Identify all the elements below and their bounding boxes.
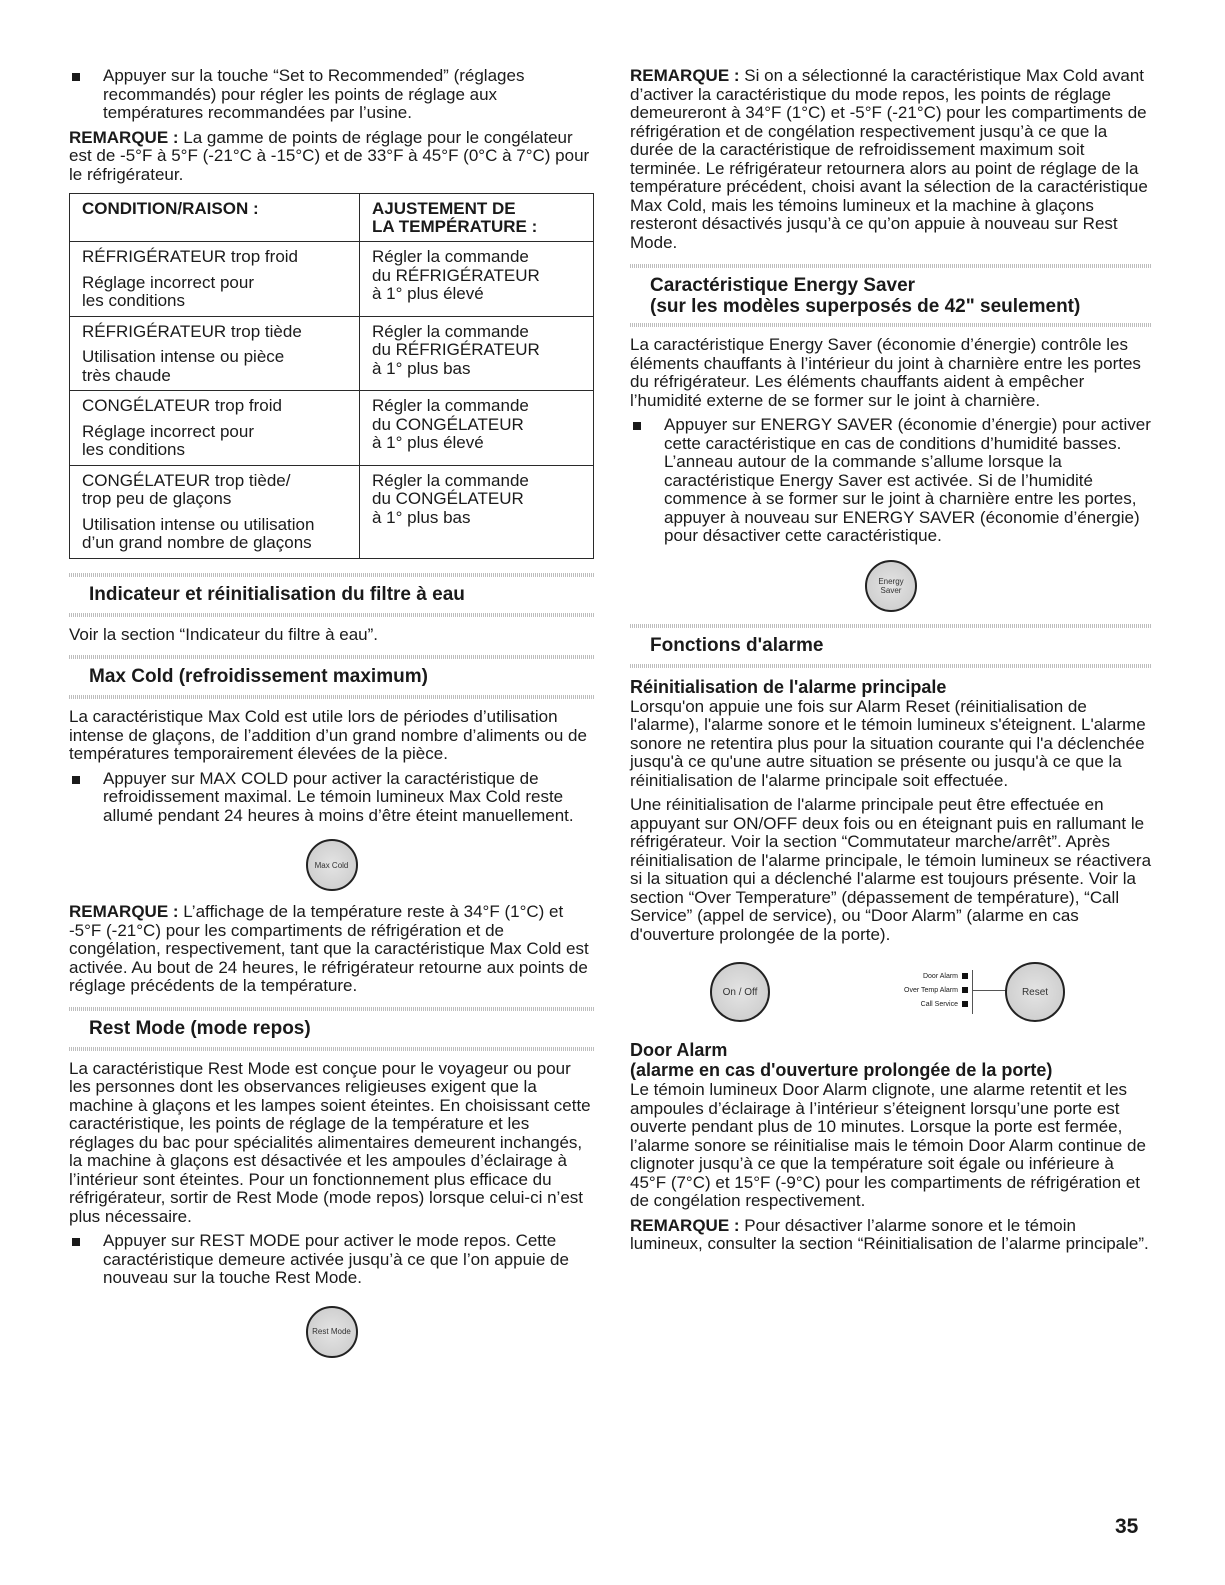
page-number: 35 — [1115, 1515, 1139, 1538]
left-column — [69, 67, 594, 1370]
alarm-control-panel — [630, 954, 1152, 1032]
alarm-indicator-labels: Door Alarm Over Temp Alarm Call Service — [860, 970, 968, 1012]
note-rest-max-cold: REMARQUE : Si on a sélectionné la caractéristique Max Cold avant d’activer la caractéristique du mode repos, les points de réglage demeureront à 34°F (1°C) et -5°F (-21°C) pour les compartiments de réfrigération et de congélation respectivement jusqu’à ce que la durée de la caractéristique de refroidissement maximum soit terminée. Le réfrigérateur retournera alors au point de réglage de la température précédent, choisi avant la sélection de la caractéristique Max Cold, mais les témoins lumineux et la machine à glaçons resteront désactivés jusqu’à ce qu’on appuie à nouveau sur Rest Mode. — [630, 66, 1148, 252]
bullet-energy-saver: Appuyer sur ENERGY SAVER (économie d’énergie) pour activer cette caractéristique en cas de conditions d’humidité basses. L’anneau autour de la commande s’allume lorsque la caractéristique Energy Saver est activée. Si de l’humidité commence à se former sur le joint à charnière entre les portes, appuyer à nouveau sur ENERGY SAVER (économie d’énergie) pour désactiver cette caractéristique. — [630, 416, 1152, 546]
over-temp-indicator-icon — [962, 987, 968, 993]
section-max-cold — [69, 655, 594, 699]
water-filter-text: Voir la section “Indicateur du filtre à eau”. — [69, 624, 378, 644]
table-row: CONGÉLATEUR trop tiède/ trop peu de glaçons Utilisation intense ou utilisation d’un grand nombre de glaçons Régler la commande du CONGÉLATEUR à 1° plus bas — [70, 465, 594, 558]
divider — [69, 655, 594, 659]
divider — [69, 1047, 594, 1051]
subheading-alarm-reset: Réinitialisation de l'alarme principale — [630, 676, 947, 697]
energy-saver-button-icon: Energy Saver — [865, 560, 917, 612]
on-off-button-icon: On / Off — [710, 962, 770, 1022]
table-header-condition: CONDITION/RAISON : — [70, 194, 360, 242]
heading-rest-mode: Rest Mode (mode repos) — [89, 1017, 311, 1039]
heading-door-alarm: Door Alarm (alarme en cas d'ouverture prolongée de la porte) — [630, 1040, 1053, 1080]
note-max-cold: REMARQUE : L’affichage de la température reste à 34°F (1°C) et -5°F (-21°C) pour les compartiments de réfrigération et de congélation, respectivement, tant que la caractéristique Max Cold est activée. Au bout de 24 heures, le réfrigérateur retourne aux points de réglage précédents de la température. — [69, 902, 589, 995]
divider — [69, 695, 594, 699]
bullet-set-to-recommended: Appuyer sur la touche “Set to Recommended” (réglages recommandés) pour régler les points de réglage aux températures recommandées par l’usine. — [69, 67, 594, 123]
divider — [630, 323, 1152, 327]
right-column — [630, 67, 1152, 1260]
heading-max-cold: Max Cold (refroidissement maximum) — [89, 666, 428, 687]
section-energy-saver — [630, 264, 1152, 327]
rest-mode-button-icon: Rest Mode — [306, 1306, 358, 1358]
alarm-reset-text-2: Une réinitialisation de l'alarme principale peut être effectuée en appuyant sur ON/OFF deux fois ou en éteignant puis en rallumant le réfrigérateur. Voir la section “Commutateur marche/arrêt”. Après réinitialisation de l'alarme principale, le témoin lumineux se réactivera si la situation qui a déclenché l'alarme est toujours présente. Voir la section “Over Temperature” (dépassement de température), “Call Service” (appel de service), ou “Door Alarm” (alarme en cas d'ouverture prolongée de la porte). — [630, 795, 1152, 944]
table-row: CONGÉLATEUR trop froid Réglage incorrect pour les conditions Régler la commande du CONGÉLATEUR à 1° plus élevé — [70, 391, 594, 466]
max-cold-button-icon: Max Cold — [306, 839, 358, 891]
door-alarm-indicator-icon — [962, 973, 968, 979]
heading-alarm-functions: Fonctions d'alarme — [650, 634, 824, 656]
section-rest-mode — [69, 1007, 594, 1051]
divider — [630, 664, 1152, 668]
energy-saver-text: La caractéristique Energy Saver (économie d’énergie) contrôle les éléments chauffants à l’intérieur du joint à charnière entre les portes du réfrigérateur. Les éléments chauffants aident à empêcher l’humidité externe de se former sur le joint à charnière. — [630, 335, 1141, 410]
note-setpoint-range: REMARQUE : La gamme de points de réglage pour le congélateur est de -5°F à 5°F (-21°C à -15°C) et de 33°F à 45°F (0°C à 7°C) pour le réfrigérateur. — [69, 127, 590, 184]
rest-mode-text: La caractéristique Rest Mode est conçue pour le voyageur ou pour les personnes dont les observances religieuses exigent que la machine à glaçons et les lampes soient éteintes. En choisissant cette caractéristique, les points de réglage de la température et les réglages du bac pour spécialités alimentaires demeurent inchangés, la machine à glaçons est désactivée et les ampoules d’éclairage à l’intérieur sont éteintes. Pour un fonctionnement plus efficace du réfrigérateur, sortir de Rest Mode (mode repos) lorsque celui-ci n’est plus nécessaire. — [69, 1058, 591, 1226]
section-water-filter — [69, 573, 594, 617]
bullet-max-cold: Appuyer sur MAX COLD pour activer la caractéristique de refroidissement maximal. Le témoin lumineux Max Cold reste allumé pendant 24 heures à moins d’être éteint manuellement. — [69, 770, 594, 826]
temperature-adjustment-table — [69, 193, 594, 559]
alarm-reset-text-1: Lorsqu'on appuie une fois sur Alarm Reset (réinitialisation de l'alarme), l'alarme sonore et le témoin lumineux s'éteignent. L'alarme sonore ne retentira plus pour la situation courante qui l'a déclenchée jusqu'à ce qu'une autre situation se présente ou jusqu'à ce que la réinitialisation de l'alarme principale soit effectuée. — [630, 696, 1146, 790]
reset-button-icon: Reset — [1005, 962, 1065, 1022]
divider — [630, 264, 1152, 268]
divider — [69, 1007, 594, 1011]
divider — [630, 624, 1152, 628]
table-row: RÉFRIGÉRATEUR trop tiède Utilisation intense ou pièce très chaude Régler la commande du RÉFRIGÉRATEUR à 1° plus bas — [70, 316, 594, 391]
heading-energy-saver: Caractéristique Energy Saver (sur les modèles superposés de 42" seulement) — [650, 275, 1081, 317]
max-cold-text: La caractéristique Max Cold est utile lors de périodes d’utilisation intense de glaçons, de l’addition d’un grand nombre d’aliments ou de températures temporairement élevées de la pièce. — [69, 707, 587, 763]
divider — [69, 613, 594, 617]
door-alarm-text: Le témoin lumineux Door Alarm clignote, une alarme retentit et les ampoules d’éclairage à l’intérieur s’éteignent lorsqu’une porte est ouverte pendant plus de 10 minutes. Lorsque la porte est fermée, l’alarme sonore se réinitialise mais le témoin Door Alarm continue de clignoter jusqu’à ce que la température soit égale ou inférieure à 45°F (7°C) et 15°F (-9°C) pour les compartiments de réfrigération et de congélation respectivement. — [630, 1080, 1146, 1210]
bullet-rest-mode: Appuyer sur REST MODE pour activer le mode repos. Cette caractéristique demeure activée jusqu’à ce que l’on appuie de nouveau sur la touche Rest Mode. — [69, 1232, 594, 1288]
heading-water-filter: Indicateur et réinitialisation du filtre à eau — [89, 583, 465, 605]
call-service-indicator-icon — [962, 1001, 968, 1007]
table-header-adjustment: AJUSTEMENT DE LA TEMPÉRATURE : — [360, 194, 594, 242]
table-row: RÉFRIGÉRATEUR trop froid Réglage incorrect pour les conditions Régler la commande du RÉFRIGÉRATEUR à 1° plus élevé — [70, 242, 594, 317]
divider — [69, 573, 594, 577]
section-alarm-functions — [630, 624, 1152, 668]
note-door-alarm: REMARQUE : Pour désactiver l’alarme sonore et le témoin lumineux, consulter la section “Réinitialisation de l’alarme principale”. — [630, 1215, 1149, 1253]
